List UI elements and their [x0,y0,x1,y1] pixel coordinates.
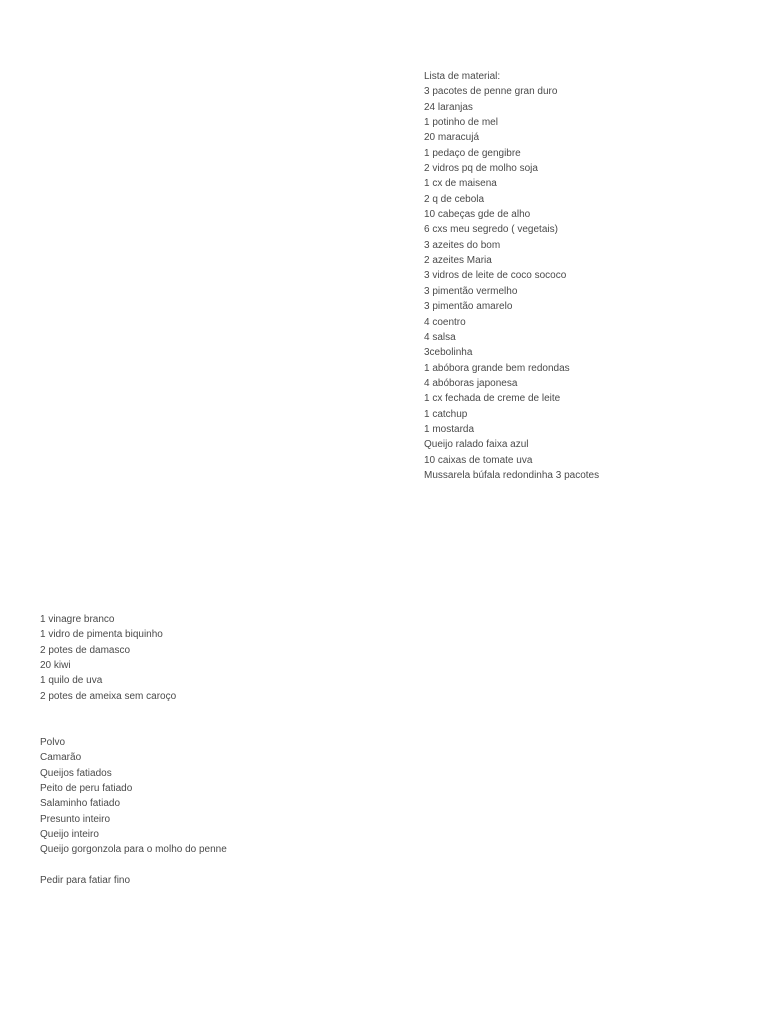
list-item: 2 potes de damasco [40,644,131,656]
list-item: Salaminho fatiado [40,798,121,810]
list-item: 1 cx fechada de creme de leite [424,393,561,405]
misc-list [40,612,176,704]
list-item: 2 azeites Maria [424,255,492,267]
list-item: 3 pimentão amarelo [424,301,513,313]
list-item: 1 abóbora grande bem redondas [424,362,570,374]
list-item: Queijos fatiados [40,767,112,779]
list-item: 4 salsa [424,331,456,343]
list-item: Polvo [40,737,66,748]
material-list-heading: Lista de material: [424,71,501,82]
frios-list [40,735,227,858]
list-item: 4 abóboras japonesa [424,377,518,389]
list-item: 3 pacotes de penne gran duro [424,86,558,98]
list-item: 2 vidros pq de molho soja [424,163,538,175]
list-item: 24 laranjas [424,101,473,113]
list-item: 2 potes de ameixa sem caroço [40,690,177,702]
list-item: 1 vinagre branco [40,614,115,625]
note-text: Pedir para fatiar fino [40,875,131,886]
list-item: Presunto inteiro [40,813,111,825]
list-item: Camarão [40,752,82,764]
list-item: Mussarela búfala redondinha 3 pacotes [424,469,600,481]
list-item: 2 q de cebola [424,193,485,205]
list-item: 1 catchup [424,408,468,420]
list-item: Peito de peru fatiado [40,783,133,795]
list-item: 20 kiwi [40,660,71,672]
list-item: Queijo ralado faixa azul [424,439,529,451]
list-item: 3 vidros de leite de coco sococo [424,270,567,282]
list-item: Queijo inteiro [40,829,99,841]
list-item: 1 cx de maisena [424,178,497,190]
list-item: 3 pimentão vermelho [424,285,518,297]
list-item: 1 vidro de pimenta biquinho [40,629,163,641]
list-item: 10 cabeças gde de alho [424,209,531,221]
list-item: 20 maracujá [424,132,480,144]
list-item: 4 coentro [424,316,466,328]
list-item: 1 quilo de uva [40,675,103,687]
list-item: 3cebolinha [424,347,473,359]
list-item: 6 cxs meu segredo ( vegetais) [424,224,558,236]
list-item: 10 caixas de tomate uva [424,454,533,466]
list-item: 1 mostarda [424,423,475,435]
list-item: Queijo gorgonzola para o molho do penne [40,844,227,856]
note [40,873,130,888]
list-item: 3 azeites do bom [424,239,501,251]
material-list [424,69,599,483]
list-item: 1 pedaço de gengibre [424,147,521,159]
list-item: 1 potinho de mel [424,117,498,129]
